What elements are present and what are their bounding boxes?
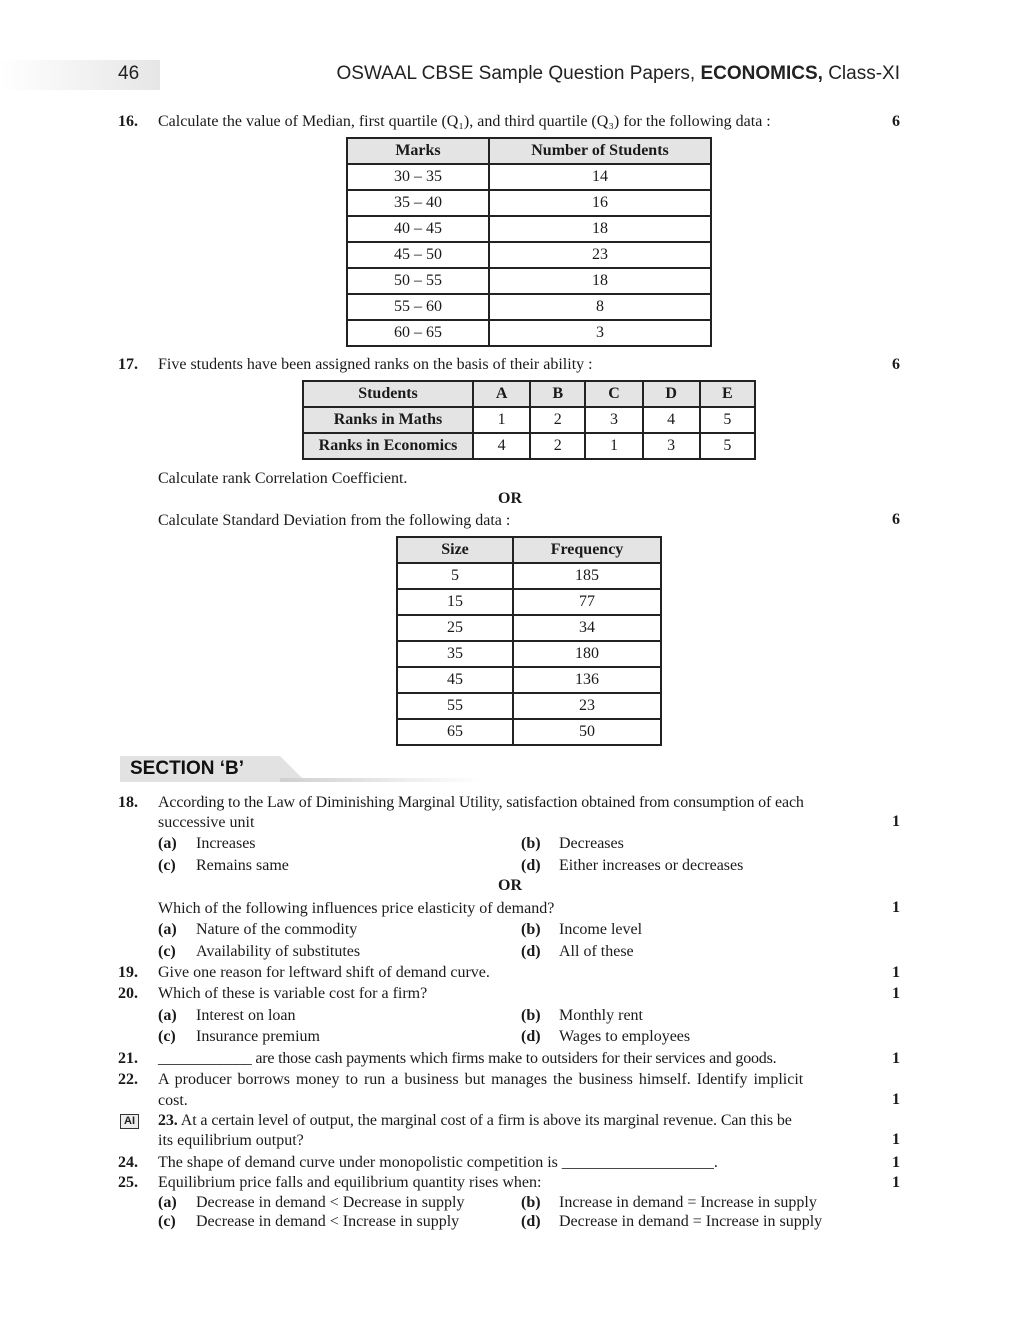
table-header: D <box>643 381 700 407</box>
table-cell: 2 <box>530 433 585 459</box>
option-d: (d) Decrease in demand = Increase in supply <box>521 1213 823 1230</box>
table-cell: 18 <box>489 216 711 242</box>
table-header: Number of Students <box>489 138 711 164</box>
option-a: (a) Decrease in demand < Decrease in supply <box>158 1194 465 1211</box>
question-number: 16. <box>118 113 138 130</box>
table-cell: 5 <box>700 433 755 459</box>
question-20 <box>118 984 900 1004</box>
or-separator: OR <box>498 490 522 507</box>
row-header: Ranks in Maths <box>303 407 473 433</box>
table-cell: 30 – 35 <box>347 164 489 190</box>
table-cell: 180 <box>513 641 661 667</box>
question-marks: 1 <box>892 813 900 830</box>
table-cell: 3 <box>489 320 711 346</box>
table-cell: 55 <box>397 693 513 719</box>
running-head <box>337 63 901 85</box>
option-b: (b) Monthly rent <box>521 1007 643 1024</box>
instruction-text: Calculate rank Correlation Coefficient. <box>158 470 408 487</box>
table-header-row <box>303 381 755 407</box>
table-cell: 34 <box>513 615 661 641</box>
table-header-row <box>397 537 661 563</box>
table-cell: 5 <box>700 407 755 433</box>
question-text-line2: cost. <box>158 1092 188 1109</box>
table-cell: 50 <box>513 719 661 745</box>
table-cell: 136 <box>513 667 661 693</box>
table-cell: 14 <box>489 164 711 190</box>
table-row <box>347 190 711 216</box>
table-cell: 3 <box>585 407 642 433</box>
question-text-line2: its equilibrium output? <box>158 1132 304 1149</box>
question-text: Which of these is variable cost for a firm? <box>158 985 428 1002</box>
table-cell: 50 – 55 <box>347 268 489 294</box>
table-row <box>397 615 661 641</box>
table-cell: 45 – 50 <box>347 242 489 268</box>
question-18 <box>118 793 900 813</box>
question-22 <box>118 1070 900 1090</box>
option-c: (c) Decrease in demand < Increase in supply <box>158 1213 460 1230</box>
question-number: 25. <box>118 1174 138 1191</box>
size-frequency-table <box>396 536 662 746</box>
table-row <box>347 164 711 190</box>
option-b: (b) Increase in demand = Increase in supply <box>521 1194 817 1211</box>
table-row <box>397 667 661 693</box>
table-row <box>397 693 661 719</box>
table-header: Students <box>303 381 473 407</box>
section-label: SECTION ‘B’ <box>130 758 245 779</box>
table-cell: 60 – 65 <box>347 320 489 346</box>
question-marks: 1 <box>892 1131 900 1148</box>
table-header: C <box>585 381 642 407</box>
question-number: 19. <box>118 964 138 981</box>
question-number: 22. <box>118 1071 138 1088</box>
table-row <box>347 320 711 346</box>
question-17 <box>118 355 900 375</box>
table-cell: 23 <box>513 693 661 719</box>
question-19 <box>118 963 900 983</box>
running-head-subject: ECONOMICS, <box>700 63 823 84</box>
table-row <box>347 216 711 242</box>
table-header: E <box>700 381 755 407</box>
option-a: (a) Interest on loan <box>158 1007 296 1024</box>
question-21 <box>118 1049 900 1069</box>
alt-question-text: Which of the following influences price elasticity of demand? <box>158 900 555 917</box>
question-marks: 6 <box>892 356 900 373</box>
option-c: (c) Remains same <box>158 857 289 874</box>
question-text-line1: A producer borrows money to run a business but manages the business himself. Identify implicit <box>158 1071 804 1088</box>
alt-question-text: Calculate Standard Deviation from the following data : <box>158 512 511 529</box>
row-header: Ranks in Economics <box>303 433 473 459</box>
question-24 <box>118 1153 900 1173</box>
question-text-line2: successive unit <box>158 814 255 831</box>
option-b: (b) Decreases <box>521 835 624 852</box>
question-25 <box>118 1173 900 1193</box>
table-row <box>397 641 661 667</box>
question-text: Calculate the value of Median, first quartile (Q₁), and third quartile (Q₃) for the following data : <box>158 113 771 130</box>
table-cell: 45 <box>397 667 513 693</box>
table-cell: 18 <box>489 268 711 294</box>
running-head-prefix: OSWAAL CBSE Sample Question Papers, <box>336 63 701 84</box>
table-cell: 4 <box>643 407 700 433</box>
alt-question-marks: 6 <box>892 511 900 528</box>
option-d: (d) All of these <box>521 943 634 960</box>
table-cell: 23 <box>489 242 711 268</box>
question-text: ____________ are those cash payments which firms make to outsiders for their services and goods. <box>158 1050 777 1067</box>
option-a: (a) Nature of the commodity <box>158 921 358 938</box>
page-number: 46 <box>118 63 140 84</box>
question-text: Equilibrium price falls and equilibrium quantity rises when: <box>158 1174 542 1191</box>
table-header: Marks <box>347 138 489 164</box>
marks-frequency-table <box>346 137 712 347</box>
question-marks: 1 <box>892 1091 900 1108</box>
table-row <box>347 242 711 268</box>
option-d: (d) Wages to employees <box>521 1028 691 1045</box>
ranks-table <box>302 380 756 460</box>
table-header: Size <box>397 537 513 563</box>
table-cell: 4 <box>473 433 530 459</box>
table-header-row <box>347 138 711 164</box>
question-23 <box>158 1111 792 1131</box>
table-cell: 35 <box>397 641 513 667</box>
question-marks: 1 <box>892 1154 900 1171</box>
question-number: 24. <box>118 1154 138 1171</box>
question-text-line1: At a certain level of output, the marginal cost of a firm is above its marginal revenue. Can this be <box>180 1112 792 1129</box>
question-marks: 1 <box>892 964 900 981</box>
table-cell: 16 <box>489 190 711 216</box>
table-cell: 2 <box>530 407 585 433</box>
table-row <box>347 294 711 320</box>
question-16 <box>118 112 900 132</box>
table-cell: 40 – 45 <box>347 216 489 242</box>
table-cell: 55 – 60 <box>347 294 489 320</box>
table-cell: 35 – 40 <box>347 190 489 216</box>
question-number: 23. <box>158 1112 178 1129</box>
question-marks: 1 <box>892 1050 900 1067</box>
running-head-suffix: Class-XI <box>822 63 900 84</box>
question-text: The shape of demand curve under monopolistic competition is ___________________. <box>158 1154 718 1171</box>
question-number: 21. <box>118 1050 138 1067</box>
question-marks: 1 <box>892 985 900 1002</box>
table-cell: 25 <box>397 615 513 641</box>
question-marks: 1 <box>892 1174 900 1191</box>
section-b-heading <box>120 756 360 782</box>
table-cell: 1 <box>585 433 642 459</box>
table-cell: 8 <box>489 294 711 320</box>
table-row <box>397 563 661 589</box>
table-row <box>347 268 711 294</box>
table-cell: 3 <box>643 433 700 459</box>
option-c: (c) Insurance premium <box>158 1028 320 1045</box>
option-a: (a) Increases <box>158 835 256 852</box>
question-number: 17. <box>118 356 138 373</box>
table-row <box>303 433 755 459</box>
section-rule <box>280 778 480 782</box>
table-header: Frequency <box>513 537 661 563</box>
question-number: 20. <box>118 985 138 1002</box>
or-separator: OR <box>498 877 522 894</box>
question-text-line1: According to the Law of Diminishing Marginal Utility, satisfaction obtained from consumption of each <box>158 794 804 811</box>
question-text: Give one reason for leftward shift of demand curve. <box>158 964 490 981</box>
table-cell: 185 <box>513 563 661 589</box>
question-text: Five students have been assigned ranks on the basis of their ability : <box>158 356 593 373</box>
table-cell: 15 <box>397 589 513 615</box>
table-cell: 65 <box>397 719 513 745</box>
question-marks: 6 <box>892 113 900 130</box>
table-header: A <box>473 381 530 407</box>
ai-badge-icon: AI <box>120 1114 139 1129</box>
table-cell: 77 <box>513 589 661 615</box>
table-cell: 5 <box>397 563 513 589</box>
option-d: (d) Either increases or decreases <box>521 857 744 874</box>
table-row <box>397 719 661 745</box>
option-b: (b) Income level <box>521 921 643 938</box>
table-header: B <box>530 381 585 407</box>
option-c: (c) Availability of substitutes <box>158 943 361 960</box>
alt-question-marks: 1 <box>892 899 900 916</box>
table-row <box>397 589 661 615</box>
table-row <box>303 407 755 433</box>
question-number: 18. <box>118 794 138 811</box>
table-cell: 1 <box>473 407 530 433</box>
